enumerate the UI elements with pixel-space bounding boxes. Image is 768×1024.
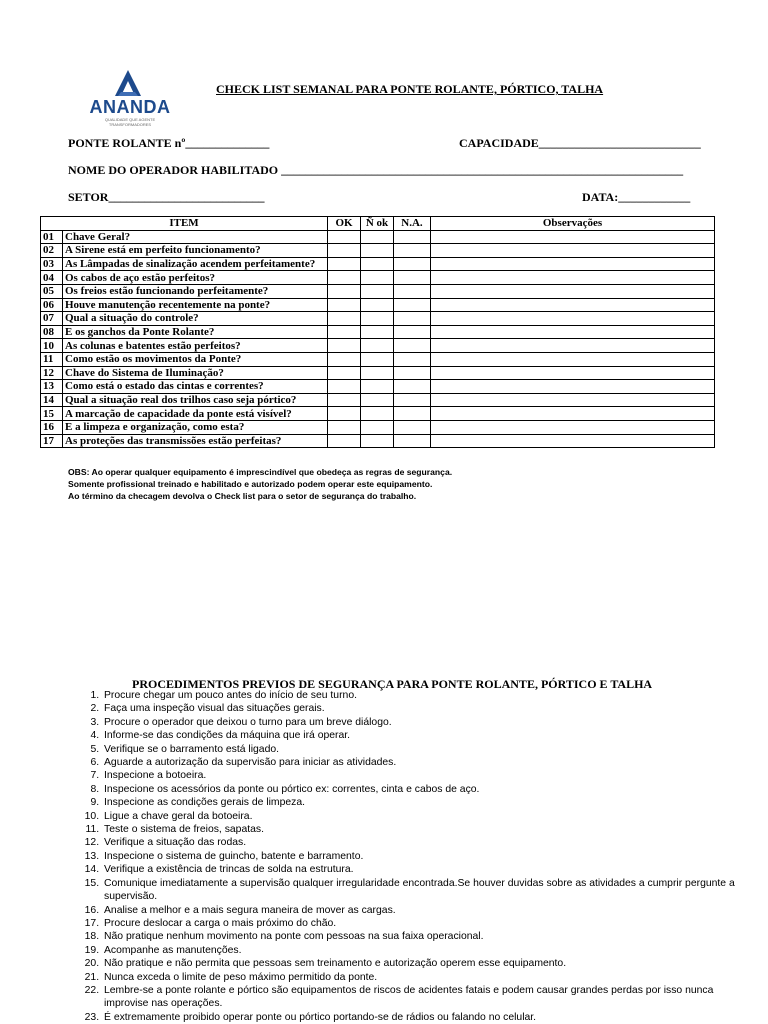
row-item: As proteções das transmissões estão perfeitas?	[63, 434, 328, 448]
observations-cell[interactable]	[431, 230, 715, 244]
row-number: 07	[41, 312, 63, 326]
page-title: CHECK LIST SEMANAL PARA PONTE ROLANTE, PÓRTICO, TALHA	[216, 82, 604, 96]
not-ok-cell[interactable]	[361, 420, 394, 434]
procedure-step: 12. Verifique a situação das rodas.	[102, 836, 742, 849]
row-number: 05	[41, 284, 63, 298]
row-item: Qual a situação real dos trilhos caso seja pórtico?	[63, 393, 328, 407]
table-row	[41, 312, 715, 326]
ok-cell[interactable]	[328, 284, 361, 298]
row-item: As colunas e batentes estão perfeitos?	[63, 339, 328, 353]
row-item: Como estão os movimentos da Ponte?	[63, 352, 328, 366]
na-cell[interactable]	[394, 393, 431, 407]
procedure-step: 14. Verifique a existência de trincas de solda na estrutura.	[102, 863, 742, 876]
procedure-step: 17. Procure deslocar a carga o mais próximo do chão.	[102, 917, 742, 930]
observations-cell[interactable]	[431, 257, 715, 271]
observations-cell[interactable]	[431, 312, 715, 326]
row-number: 13	[41, 380, 63, 394]
procedures-title: PROCEDIMENTOS PREVIOS DE SEGURANÇA PARA PONTE ROLANTE, PÓRTICO E TALHA	[132, 677, 653, 691]
not-ok-cell[interactable]	[361, 380, 394, 394]
observations-cell[interactable]	[431, 380, 715, 394]
not-ok-cell[interactable]	[361, 434, 394, 448]
na-cell[interactable]	[394, 407, 431, 421]
observations-cell[interactable]	[431, 352, 715, 366]
observations-cell[interactable]	[431, 393, 715, 407]
na-cell[interactable]	[394, 284, 431, 298]
table-row	[41, 325, 715, 339]
procedure-step: 16. Analise a melhor e a mais segura maneira de mover as cargas.	[102, 904, 742, 917]
procedure-step: 10. Ligue a chave geral da botoeira.	[102, 810, 742, 823]
row-number: 11	[41, 352, 63, 366]
procedure-step: 5. Verifique se o barramento está ligado.	[102, 743, 742, 756]
table-row	[41, 284, 715, 298]
row-number: 12	[41, 366, 63, 380]
row-item: E a limpeza e organização, como esta?	[63, 420, 328, 434]
na-cell[interactable]	[394, 339, 431, 353]
na-cell[interactable]	[394, 380, 431, 394]
not-ok-cell[interactable]	[361, 244, 394, 258]
row-item: A marcação de capacidade da ponte está visível?	[63, 407, 328, 421]
ok-cell[interactable]	[328, 325, 361, 339]
row-item: Os freios estão funcionando perfeitamente?	[63, 284, 328, 298]
na-cell[interactable]	[394, 434, 431, 448]
ok-cell[interactable]	[328, 339, 361, 353]
ok-cell[interactable]	[328, 420, 361, 434]
row-number: 15	[41, 407, 63, 421]
row-item: A Sirene está em perfeito funcionamento?	[63, 244, 328, 258]
procedure-step: 1. Procure chegar um pouco antes do início de seu turno.	[102, 689, 742, 702]
procedure-step: 22. Lembre-se a ponte rolante e pórtico são equipamentos de riscos de acidentes fatais e podem causar grandes perdas por isso nunca improvise nas operações.	[102, 984, 742, 1011]
table-row	[41, 257, 715, 271]
row-number: 16	[41, 420, 63, 434]
operador-field[interactable]: NOME DO OPERADOR HABILITADO ___________________________________________________________________	[68, 163, 684, 177]
not-ok-cell[interactable]	[361, 298, 394, 312]
row-number: 14	[41, 393, 63, 407]
observations-cell[interactable]	[431, 366, 715, 380]
row-item: Chave do Sistema de Iluminação?	[63, 366, 328, 380]
observations-cell[interactable]	[431, 420, 715, 434]
ok-cell[interactable]	[328, 366, 361, 380]
na-cell[interactable]	[394, 366, 431, 380]
not-ok-cell[interactable]	[361, 325, 394, 339]
ok-cell[interactable]	[328, 380, 361, 394]
not-ok-cell[interactable]	[361, 393, 394, 407]
ok-cell[interactable]	[328, 257, 361, 271]
ok-cell[interactable]	[328, 434, 361, 448]
not-ok-cell[interactable]	[361, 352, 394, 366]
na-cell[interactable]	[394, 352, 431, 366]
row-item: Houve manutenção recentemente na ponte?	[63, 298, 328, 312]
row-number: 10	[41, 339, 63, 353]
ok-cell[interactable]	[328, 312, 361, 326]
not-ok-cell[interactable]	[361, 257, 394, 271]
row-number: 02	[41, 244, 63, 258]
table-row	[41, 393, 715, 407]
not-ok-cell[interactable]	[361, 366, 394, 380]
header-ok: OK	[328, 217, 361, 231]
observations-cell[interactable]	[431, 325, 715, 339]
procedure-step: 21. Nunca exceda o limite de peso máximo permitido da ponte.	[102, 971, 742, 984]
ponte-field[interactable]: PONTE ROLANTE nº______________	[68, 136, 270, 150]
table-row	[41, 298, 715, 312]
row-item: Qual a situação do controle?	[63, 312, 328, 326]
observations-cell[interactable]	[431, 339, 715, 353]
table-row	[41, 407, 715, 421]
observations-cell[interactable]	[431, 407, 715, 421]
procedure-step: 18. Não pratique nenhum movimento na ponte com pessoas na sua faixa operacional.	[102, 930, 742, 943]
table-row	[41, 271, 715, 285]
row-number: 03	[41, 257, 63, 271]
na-cell[interactable]	[394, 257, 431, 271]
data-field[interactable]: DATA:____________	[582, 190, 691, 204]
capacidade-field[interactable]: CAPACIDADE___________________________	[459, 136, 701, 150]
row-number: 01	[41, 230, 63, 244]
na-cell[interactable]	[394, 420, 431, 434]
not-ok-cell[interactable]	[361, 407, 394, 421]
observations-cell[interactable]	[431, 284, 715, 298]
na-cell[interactable]	[394, 298, 431, 312]
ok-cell[interactable]	[328, 244, 361, 258]
header-na: N.A.	[394, 217, 431, 231]
procedure-step: 7. Inspecione a botoeira.	[102, 769, 742, 782]
ok-cell[interactable]	[328, 393, 361, 407]
na-cell[interactable]	[394, 271, 431, 285]
na-cell[interactable]	[394, 244, 431, 258]
ok-cell[interactable]	[328, 298, 361, 312]
na-cell[interactable]	[394, 312, 431, 326]
na-cell[interactable]	[394, 230, 431, 244]
not-ok-cell[interactable]	[361, 271, 394, 285]
procedure-step: 8. Inspecione os acessórios da ponte ou pórtico ex: correntes, cinta e cabos de aço.	[102, 783, 742, 796]
row-item: Como está o estado das cintas e correntes?	[63, 380, 328, 394]
na-cell[interactable]	[394, 325, 431, 339]
logo-name: ANANDA	[89, 97, 171, 117]
procedure-step: 20. Não pratique e não permita que pessoas sem treinamento e autorização operem esse equipamento.	[102, 957, 742, 970]
observations-cell[interactable]	[431, 298, 715, 312]
not-ok-cell[interactable]	[361, 339, 394, 353]
ok-cell[interactable]	[328, 407, 361, 421]
row-number: 04	[41, 271, 63, 285]
header-nok: Ñ ok	[361, 217, 394, 231]
row-number: 08	[41, 325, 63, 339]
table-row	[41, 244, 715, 258]
not-ok-cell[interactable]	[361, 230, 394, 244]
observations-cell[interactable]	[431, 244, 715, 258]
row-item: Chave Geral?	[63, 230, 328, 244]
table-row	[41, 420, 715, 434]
row-item: As Lâmpadas de sinalização acendem perfeitamente?	[63, 257, 328, 271]
checklist-table	[40, 216, 715, 448]
procedure-step: 13. Inspecione o sistema de guincho, batente e barramento.	[102, 850, 742, 863]
logo-tagline: QUALIDADE QUE AGENTE TRANSFORMADORES	[104, 117, 156, 127]
row-number: 17	[41, 434, 63, 448]
obs-line: Somente profissional treinado e habilitado e autorizado podem operar este equipamento.	[68, 479, 433, 489]
obs-line: OBS: Ao operar qualquer equipamento é imprescindível que obedeça as regras de segurança.	[68, 467, 453, 477]
table-row	[41, 352, 715, 366]
obs-notes	[68, 466, 452, 502]
procedure-step: 19. Acompanhe as manutenções.	[102, 944, 742, 957]
row-item: Os cabos de aço estão perfeitos?	[63, 271, 328, 285]
setor-field[interactable]: SETOR__________________________	[68, 190, 265, 204]
procedures-list	[60, 689, 742, 1024]
table-row	[41, 339, 715, 353]
procedure-step: 2. Faça uma inspeção visual das situações gerais.	[102, 702, 742, 715]
row-number: 06	[41, 298, 63, 312]
procedure-step: 23. É extremamente proibido operar ponte ou pórtico portando-se de rádios ou falando no celular.	[102, 1011, 742, 1024]
not-ok-cell[interactable]	[361, 312, 394, 326]
procedure-step: 6. Aguarde a autorização da supervisão para iniciar as atividades.	[102, 756, 742, 769]
ok-cell[interactable]	[328, 230, 361, 244]
procedure-step: 15. Comunique imediatamente a supervisão qualquer irregularidade encontrada.Se houver duvidas sobre as atividades a cumprir pergunte a supervisão.	[102, 877, 742, 904]
header-item: ITEM	[41, 217, 328, 231]
row-item: E os ganchos da Ponte Rolante?	[63, 325, 328, 339]
procedure-step: 3. Procure o operador que deixou o turno para um breve diálogo.	[102, 716, 742, 729]
table-row	[41, 366, 715, 380]
procedure-step: 4. Informe-se das condições da máquina que irá operar.	[102, 729, 742, 742]
table-header-row	[41, 217, 715, 231]
header-observacoes: Observações	[431, 217, 715, 231]
table-row	[41, 380, 715, 394]
observations-cell[interactable]	[431, 271, 715, 285]
obs-line: Ao término da checagem devolva o Check list para o setor de segurança do trabalho.	[68, 491, 417, 501]
procedure-step: 9. Inspecione as condições gerais de limpeza.	[102, 796, 742, 809]
not-ok-cell[interactable]	[361, 284, 394, 298]
ok-cell[interactable]	[328, 352, 361, 366]
procedure-step: 11. Teste o sistema de freios, sapatas.	[102, 823, 742, 836]
ok-cell[interactable]	[328, 271, 361, 285]
observations-cell[interactable]	[431, 434, 715, 448]
table-row	[41, 230, 715, 244]
table-row	[41, 434, 715, 448]
